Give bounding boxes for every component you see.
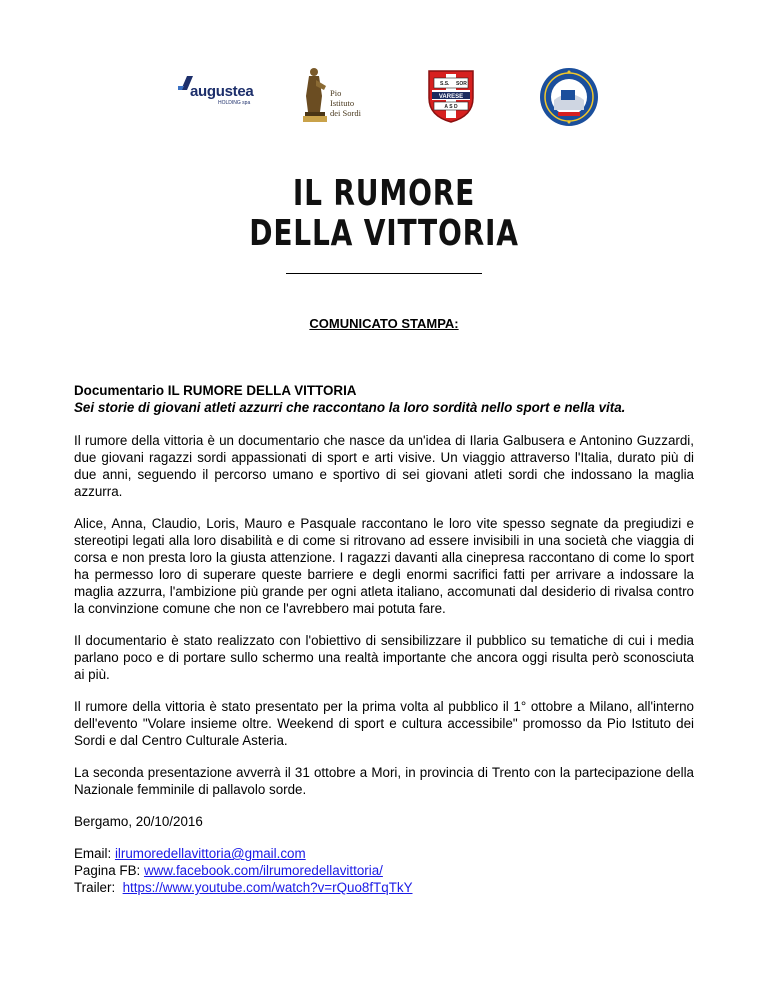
augustea-subtitle: HOLDING spa xyxy=(218,100,251,106)
contacts-block xyxy=(74,845,694,896)
email-label: Email: xyxy=(74,846,115,861)
varese-name-text: VARESE xyxy=(438,93,464,100)
title-divider xyxy=(286,273,482,274)
intro-subtitle: Sei storie di giovani atleti azzurri che raccontano la loro sordità nello sport e nella vita. xyxy=(74,400,626,415)
trailer-label: Trailer: xyxy=(74,880,123,895)
title-line-2: DELLA VITTORIA xyxy=(249,213,519,254)
date-line: Bergamo, 20/10/2016 xyxy=(74,814,203,829)
pio-istituto-text xyxy=(330,88,361,118)
varese-shield-icon xyxy=(426,68,476,124)
press-release-heading: COMUNICATO STAMPA: xyxy=(309,316,459,331)
pio-line-3: dei Sordi xyxy=(330,108,361,118)
association-badge-logo xyxy=(538,66,600,128)
title-line-1: IL RUMORE xyxy=(292,173,476,214)
email-row xyxy=(74,845,694,862)
document-title xyxy=(84,174,683,254)
varese-bottom-text: A S D xyxy=(444,104,458,110)
varese-top-left-text: S.S. xyxy=(440,81,450,87)
paragraph-1: Il rumore della vittoria è un documentario che nasce da un'idea di Ilaria Galbusera e Antonino Guzzardi, due giovani ragazzi sordi appassionati di sport e arti visive. Un viaggio attraverso l'Italia, durato più di due anni, seguendo il percorso umano e sportivo di sei giovani atleti sordi che indossano la maglia azzurra. xyxy=(74,433,694,499)
association-badge-icon xyxy=(538,66,600,128)
facebook-label: Pagina FB: xyxy=(74,863,144,878)
facebook-row xyxy=(74,862,694,879)
paragraph-2: Alice, Anna, Claudio, Loris, Mauro e Pasquale raccontano le loro vite spesso segnate da pregiudizi e stereotipi legati alla loro disabilità e di come si ritrovano ad essere invisibili in una società che viaggia di corsa e non presta loro la giusta attenzione. I ragazzi davanti alla cinepresa raccontano di come lo sport ha permesso loro di superare queste barriere e degli enormi sacrifici fatti per arrivare a indossare la maglia azzurra, l'ambizione più grande per ogni atleta italiano, accomunati dal desiderio di rivalsa contro la convinzione comune che non ce l'avrebbero mai potuta fare. xyxy=(74,516,694,616)
statue-icon xyxy=(302,66,330,124)
intro-title: Documentario IL RUMORE DELLA VITTORIA xyxy=(74,383,357,398)
email-link[interactable]: ilrumoredellavittoria@gmail.com xyxy=(114,846,306,861)
paragraph-4: Il rumore della vittoria è stato presentato per la prima volta al pubblico il 1° ottobre a Milano, all'interno dell'evento "Volare insieme oltre. Weekend di sport e cultura accessibile" promosso da Pio Istituto dei Sordi e dal Centro Culturale Asteria. xyxy=(74,699,694,748)
augustea-wordmark: augustea xyxy=(190,83,254,100)
pio-line-1: Pio xyxy=(330,88,342,98)
document-body xyxy=(74,382,694,896)
pio-line-2: Istituto xyxy=(330,98,355,108)
paragraph-5: La seconda presentazione avverrà il 31 ottobre a Mori, in provincia di Trento con la partecipazione della Nazionale femminile di pallavolo sorde. xyxy=(74,765,694,797)
augustea-logo xyxy=(178,74,270,114)
paragraph-3: Il documentario è stato realizzato con l'obiettivo di sensibilizzare il pubblico su tematiche di cui i media parlano poco e di portare sullo schermo una realtà importante che ancora oggi risulta però sconosciuta ai più. xyxy=(74,633,694,682)
intro-block xyxy=(74,382,694,416)
trailer-link[interactable]: https://www.youtube.com/watch?v=rQuo8fTqTkY xyxy=(122,880,413,895)
facebook-link[interactable]: www.facebook.com/ilrumoredellavittoria/ xyxy=(143,863,383,878)
trailer-row xyxy=(74,879,694,896)
varese-top-right-text: SOR xyxy=(456,81,467,87)
pio-istituto-logo xyxy=(302,66,372,126)
logo-strip xyxy=(0,66,768,126)
varese-shield-logo xyxy=(426,68,476,124)
